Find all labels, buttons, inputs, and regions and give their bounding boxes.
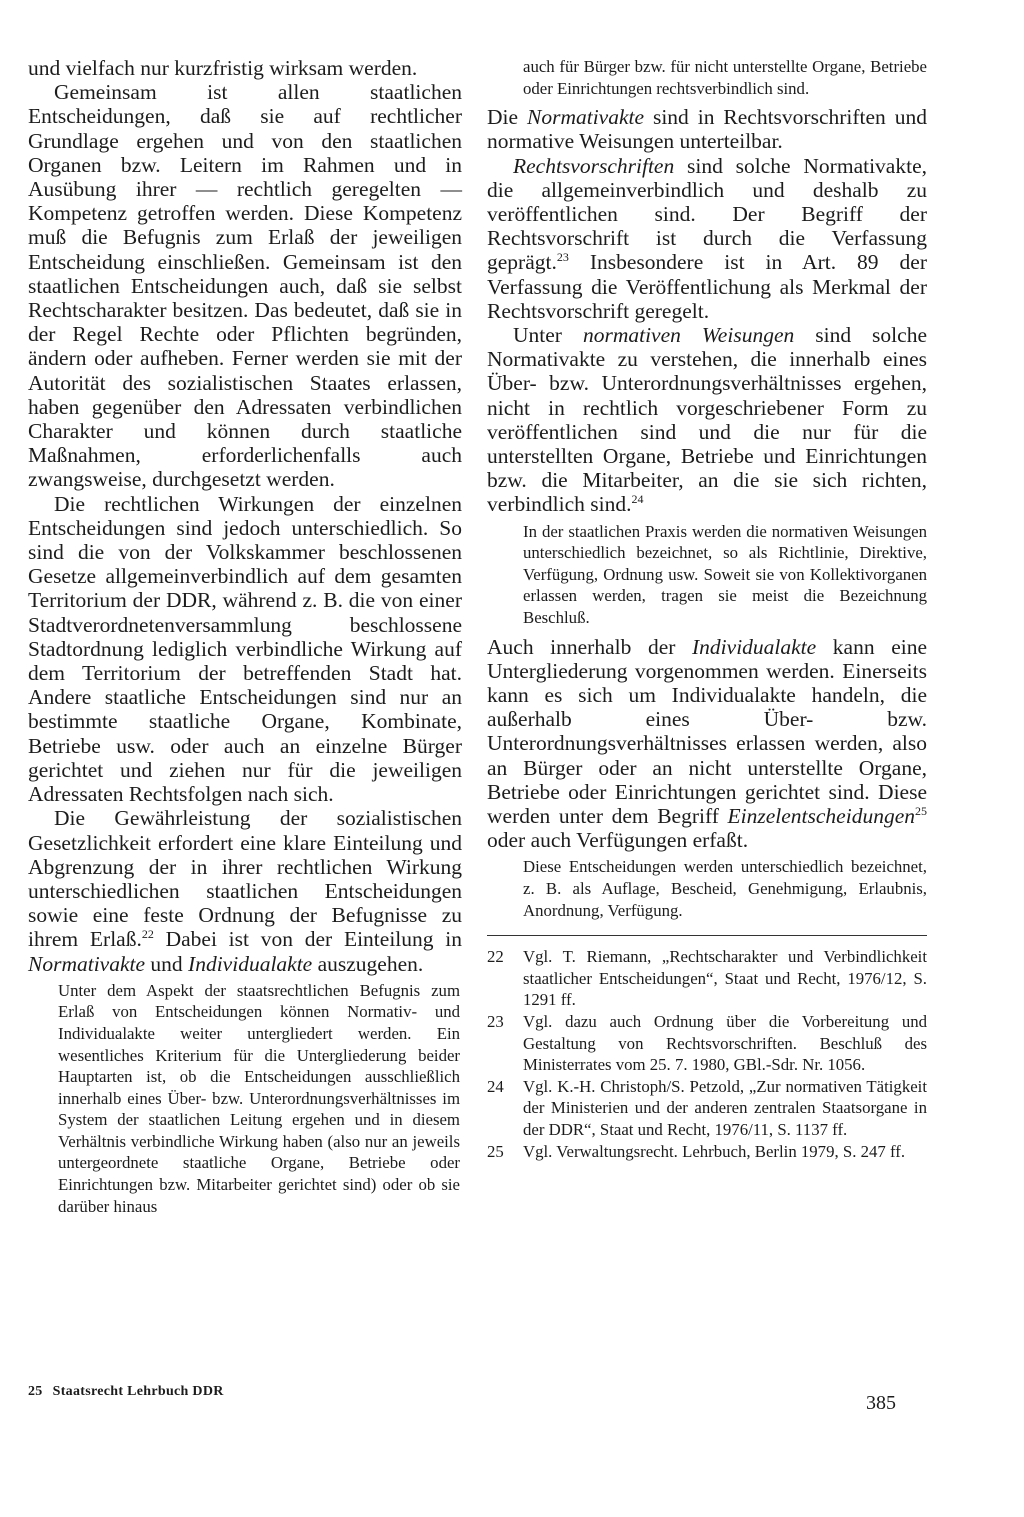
left-column	[28, 56, 462, 1223]
emphasis: Individualakte	[188, 951, 313, 976]
emphasis: Individualakte	[692, 634, 817, 659]
right-column	[487, 56, 927, 1162]
footnote	[487, 1141, 927, 1163]
footnote	[487, 1076, 927, 1141]
footnote-text: Vgl. Verwaltungsrecht. Lehrbuch, Berlin 1979, S. 247 ff.	[523, 1141, 906, 1161]
paragraph: Gemeinsam ist allen staatlichen Entscheidungen, daß sie auf rechtlicher Grundlage ergehen und von den staatlichen Organen bzw. Leitern im Rahmen und in Ausübung ihrer — rechtlich geregelten — Kompetenz getroffen werden. Diese Kompetenz muß die Befugnis zum Erlaß der jeweiligen Entscheidung einschließen. Gemeinsam ist den staatlichen Entscheidungen auch, daß sie selbst Rechtscharakter besitzen. Das bedeutet, daß sie in der Regel Rechte oder Pflichten begründen, ändern oder aufheben. Ferner werden sie mit der Autorität des sozialistischen Staates erlassen, haben gegenüber den Adressaten verbindlichen Charakter und können durch staatliche Maßnahmen, erforderlichenfalls auch zwangsweise, durchgesetzt werden.	[28, 80, 462, 492]
footnote-ref: 22	[141, 927, 154, 942]
footnote-text: Vgl. dazu auch Ordnung über die Vorbereitung und Gestaltung von Rechtsvorschriften. Beschluß des Ministerrates vom 25. 7. 1980, GBl.-Sdr. Nr. 1056.	[523, 1012, 927, 1075]
footnote-text: Vgl. K.-H. Christoph/S. Petzold, „Zur normativen Tätigkeit der Ministerien und der anderen zentralen Staatsorgane in der DDR“, Staat und Recht, 1976/11, S. 1137 ff.	[523, 1076, 927, 1139]
paragraph: Die Normativakte sind in Rechtsvorschriften und normative Weisungen unterteilbar.	[487, 105, 927, 154]
footnote	[487, 946, 927, 1011]
footnote-number: 24	[487, 1076, 504, 1096]
footnote-number: 22	[487, 947, 504, 967]
footnote-number: 25	[487, 1141, 504, 1161]
emphasis: Einzelentscheidungen	[727, 804, 915, 829]
small-print-note: auch für Bürger bzw. für nicht unterstellte Organe, Betriebe oder Einrichtungen rechtsverbindlich sind.	[523, 57, 927, 98]
signature-number: 25	[28, 1384, 43, 1399]
emphasis: Rechtsvorschriften	[513, 153, 675, 178]
paragraph: Die rechtlichen Wirkungen der einzelnen Entscheidungen sind jedoch unterschiedlich. So sind die von der Volkskammer beschlossenen Gesetze allgemeinverbindlich auf dem gesamten Territorium der DDR, während z. B. die von einer Stadtverordnetenversammlung beschlossene Stadtordnung lediglich verbindliche Wirkung auf dem Territorium der betreffenden Stadt hat. Andere staatliche Entscheidungen sind nur an bestimmte staatliche Organe, Kombinate, Betriebe usw. oder auch an einzelne Bürger gerichtet und ziehen nur für die jeweiligen Adressaten Rechtsfolgen nach sich.	[28, 491, 462, 807]
paragraph: Auch innerhalb der Individualakte kann eine Untergliederung vorgenommen werden. Einerseits kann es sich um Individualakte handeln, die außerhalb eines Über- bzw. Unterordnungsverhältnisses erlassen werden, also an Bürger oder an nicht unterstellte Organe, Betriebe oder Einrichtungen gerichtet sind. Diese werden unter dem Begriff Einzelentscheidungen$^{25}$ oder auch Verfügungen erfaßt.	[487, 634, 927, 853]
footnote-divider	[487, 935, 927, 936]
footnote	[487, 1011, 927, 1076]
footnotes	[487, 946, 927, 1162]
small-print-note: In der staatlichen Praxis werden die normativen Weisungen unterschiedlich bezeichnet, so als Richtlinie, Direktive, Verfügung, Ordnung usw. Soweit sie von Kollektivorganen erlassen werden, tragen sie meist die Bezeichnung Beschluß.	[523, 521, 927, 628]
page-number: 385	[866, 1392, 896, 1414]
book-title: Staatsrecht Lehrbuch DDR	[52, 1384, 224, 1399]
emphasis: Normativakte	[526, 105, 645, 130]
footnote-text: Vgl. T. Riemann, „Rechtscharakter und Verbindlichkeit staatlicher Entscheidungen“, Staat und Recht, 1976/12, S. 1291 ff.	[523, 947, 927, 1010]
paragraph: Rechtsvorschriften sind solche Normativakte, die allgemeinverbindlich und deshalb zu veröffentlichen sind. Der Begriff der Rechtsvorschrift ist durch die Verfassung geprägt.$^{23}$ Insbesondere ist in Art. 89 der Verfassung die Veröffentlichung als Merkmal der Rechtsvorschrift geregelt.	[487, 153, 927, 323]
small-print-note: Unter dem Aspekt der staatsrechtlichen Befugnis zum Erlaß von Entscheidungen können Normativ- und Individualakte weiter untergliedert werden. Ein wesentliches Kriterium für die Untergliederung beider Hauptarten ist, ob die Entscheidungen ausschließlich innerhalb eines Über- bzw. Unterordnungsverhältnisses im System der staatlichen Leitung ergehen und in diesem Verhältnis verbindliche Wirkung haben (also nur an jeweils untergeordnete staatliche Organe, Betriebe oder Einrichtungen bzw. Mitarbeiter gerichtet sind) oder ob sie darüber hinaus	[58, 980, 460, 1216]
footnote-ref: 23	[556, 250, 569, 265]
emphasis: normativen Weisungen	[582, 323, 795, 348]
footnote-ref: 24	[631, 492, 644, 507]
footnote-number: 23	[487, 1012, 504, 1031]
emphasis: Normativakte	[28, 951, 146, 976]
footnote-ref: 25	[915, 803, 927, 818]
paragraph: Unter normativen Weisungen sind solche Normativakte zu verstehen, die innerhalb eines Über- bzw. Unterordnungsverhältnisses ergehen, nicht in rechtlich vorgeschriebener Form zu veröffentlichen sind und die nur für die unterstellten Organe, Betriebe und Einrichtungen bzw. die Mitarbeiter, an die sie sich richten, verbindlich sind.$^{24}$	[487, 323, 927, 517]
printer-signature	[28, 1384, 224, 1400]
small-print-note: Diese Entscheidungen werden unterschiedlich bezeichnet, z. B. als Auflage, Bescheid, Genehmigung, Erlaubnis, Anordnung, Verfügung.	[523, 857, 927, 920]
paragraph: und vielfach nur kurzfristig wirksam werden.	[28, 56, 418, 80]
paragraph: Die Gewährleistung der sozialistischen Gesetzlichkeit erfordert eine klare Einteilung und Abgrenzung der in ihrer rechtlichen Wirkung unterschiedlichen staatlichen Entscheidungen sowie eine feste Ordnung der Befugnisse zu ihrem Erlaß.$^{22}$ Dabei ist von der Einteilung in Normativakte und Individualakte auszugehen.	[28, 806, 462, 976]
